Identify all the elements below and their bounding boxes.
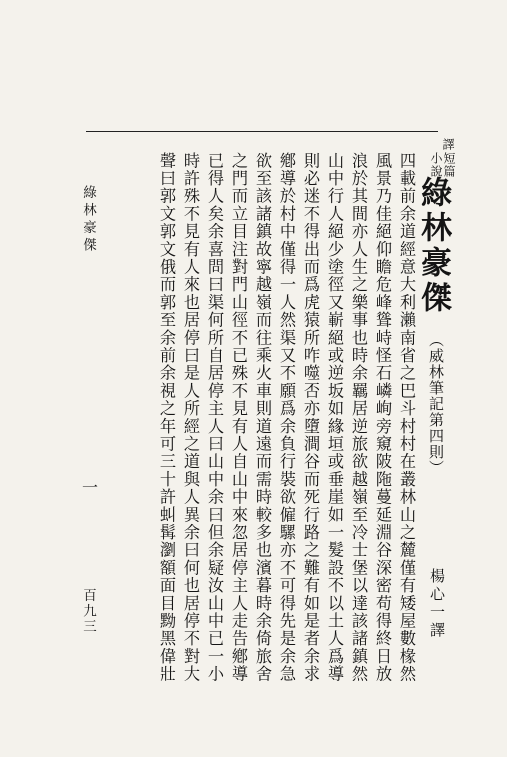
genre-tag-line-1: 短篇 xyxy=(442,152,456,178)
genre-tag-top: 譯 xyxy=(441,138,455,151)
body-column: 時許殊不見有人來也居停曰是人所經之道與人異余曰何也居停不對大 xyxy=(181,152,200,683)
body-column: 風景乃佳絕仰瞻危峰聳峙怪石嶙峋旁窺陂陁蔓延淵谷深密苟得終日放 xyxy=(373,152,392,683)
page-number: 百九三 xyxy=(80,588,96,635)
body-column: 欲至該諸鎮故寧越嶺而往乘火車則道遠而需時較多也濱暮時余倚旅舍 xyxy=(253,152,272,683)
source-note: （威林筆記第四則） xyxy=(427,332,445,476)
genre-tag-line-2: 小說 xyxy=(429,152,443,178)
body-column: 鄕導於村中僅得一人然渠又不願爲余負行裝欲僱騾亦不可得先是余急 xyxy=(277,152,296,683)
body-column: 四載前余道經意大利瀨南省之巴斗村村在叢林山之麓僅有矮屋數椽然 xyxy=(397,152,416,683)
translator-credit: 楊心一譯 xyxy=(428,568,446,640)
page-title: 綠林豪傑 xyxy=(415,176,451,316)
body-column: 山中行人絕少塗徑又嶄絕或逆坂如緣垣或垂崖如一髮設不以土人爲導 xyxy=(325,152,344,683)
body-column: 之門而立目注對門山徑不已殊不見有人自山中來忽居停主人走告鄕導 xyxy=(229,152,248,683)
top-rule xyxy=(86,131,438,132)
section-mark: 一 xyxy=(81,478,98,497)
body-column: 浪於其間亦人生之樂事也時余羈居逆旅欲越嶺至冷士堡以達該諸鎮然 xyxy=(349,152,368,683)
running-title: 綠林豪傑 xyxy=(80,185,96,255)
body-column: 則必迷不得出而爲虎猿所咋噬否亦墮澗谷而死行路之難有如是者余求 xyxy=(301,152,320,683)
body-column: 已得人矣余喜問曰渠何所自居停主人曰山中余曰但余疑汝山中已一小 xyxy=(205,152,224,683)
body-column: 聲曰郭文郭文俄而郭至余前余視之年可三十許虯髯瀏額面目黝黑偉壯 xyxy=(157,152,176,683)
